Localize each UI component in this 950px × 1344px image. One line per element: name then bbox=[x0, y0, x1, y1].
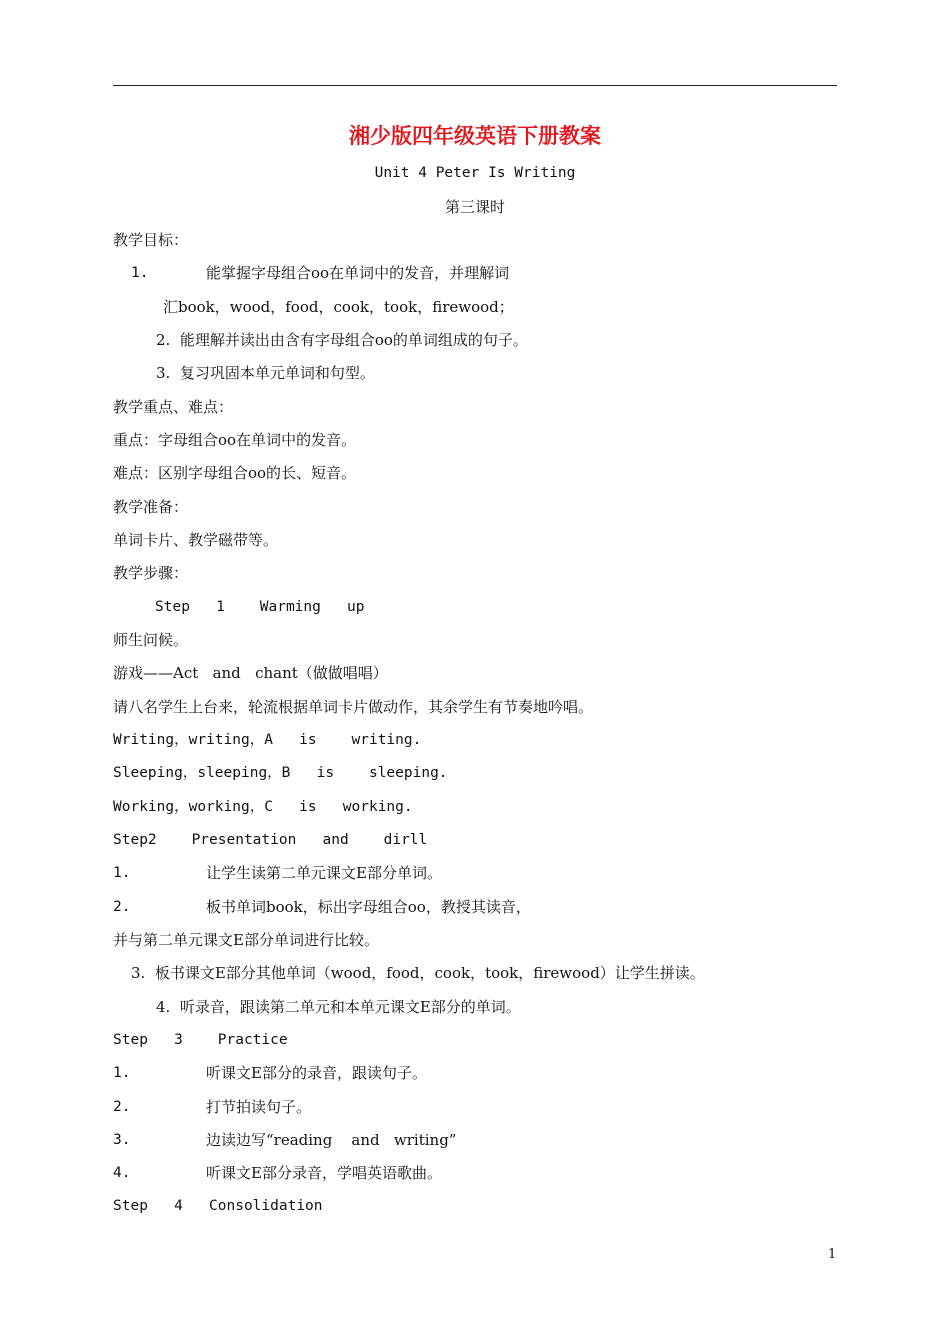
document-title: 湘少版四年级英语下册教案 bbox=[349, 124, 601, 148]
step-4-heading: Step 4 Consolidation bbox=[113, 1198, 323, 1214]
step-2-item-2-continuation: 并与第二单元课文E部分单词进行比较。 bbox=[113, 931, 379, 949]
objective-3: 3. 复习巩固本单元单词和句型。 bbox=[156, 364, 375, 382]
unit-subtitle: Unit 4 Peter Is Writing bbox=[374, 165, 576, 181]
step-2-item-1-text: 让学生读第二单元课文E部分单词。 bbox=[206, 864, 442, 882]
step-3-item-4-number: 4. bbox=[113, 1165, 131, 1181]
preparation-text: 单词卡片、教学磁带等。 bbox=[113, 531, 279, 549]
chant-line-2: Sleeping，sleeping，B is sleeping. bbox=[113, 765, 448, 781]
step-2-item-4: 4. 听录音，跟读第二单元和本单元课文E部分的单词。 bbox=[156, 998, 521, 1016]
header-rule bbox=[113, 85, 837, 86]
step-3-item-3-number: 3. bbox=[113, 1132, 131, 1148]
steps-heading: 教学步骤： bbox=[113, 564, 189, 582]
step-2-item-2-number: 2. bbox=[113, 899, 131, 915]
game-description: 请八名学生上台来，轮流根据单词卡片做动作，其余学生有节奏地吟唱。 bbox=[113, 698, 594, 716]
step-3-item-1-text: 听课文E部分的录音，跟读句子。 bbox=[206, 1064, 427, 1082]
step-3-item-2-text: 打节拍读句子。 bbox=[206, 1098, 312, 1116]
step-2-item-1-number: 1. bbox=[113, 865, 131, 881]
step-2-item-3: 3. 板书课文E部分其他单词（wood，food，cook，took，firewood）让学生拼读。 bbox=[131, 964, 705, 982]
chant-line-3: Working，working，C is working. bbox=[113, 799, 413, 815]
difficult-point: 难点：区别字母组合oo的长、短音。 bbox=[113, 464, 357, 482]
key-point: 重点：字母组合oo在单词中的发音。 bbox=[113, 431, 357, 449]
objective-1-continuation: 汇book，wood，food，cook，took，firewood； bbox=[163, 298, 514, 316]
step-3-item-2-number: 2. bbox=[113, 1099, 131, 1115]
key-points-heading: 教学重点、难点： bbox=[113, 398, 234, 416]
step-3-heading: Step 3 Practice bbox=[113, 1032, 288, 1048]
page-number: 1 bbox=[828, 1247, 837, 1262]
greeting-line: 师生问候。 bbox=[113, 631, 189, 649]
objective-1-number: 1. bbox=[131, 265, 149, 281]
objectives-heading: 教学目标： bbox=[113, 231, 189, 249]
objective-1-text: 能掌握字母组合oo在单词中的发音，并理解词 bbox=[206, 264, 510, 282]
chant-line-1: Writing，writing，A is writing. bbox=[113, 732, 422, 748]
step-2-heading: Step2 Presentation and dirll bbox=[113, 832, 428, 848]
lesson-label: 第三课时 bbox=[444, 198, 505, 216]
game-line: 游戏——Act and chant（做做唱唱） bbox=[113, 664, 388, 682]
preparation-heading: 教学准备： bbox=[113, 498, 189, 516]
step-3-item-3-text: 边读边写“reading and writing” bbox=[206, 1131, 457, 1149]
step-1-heading: Step 1 Warming up bbox=[155, 599, 365, 615]
step-3-item-1-number: 1. bbox=[113, 1065, 131, 1081]
step-2-item-2-text: 板书单词book，标出字母组合oo，教授其读音， bbox=[206, 898, 531, 916]
objective-2: 2. 能理解并读出由含有字母组合oo的单词组成的句子。 bbox=[156, 331, 528, 349]
step-3-item-4-text: 听课文E部分录音，学唱英语歌曲。 bbox=[206, 1164, 442, 1182]
